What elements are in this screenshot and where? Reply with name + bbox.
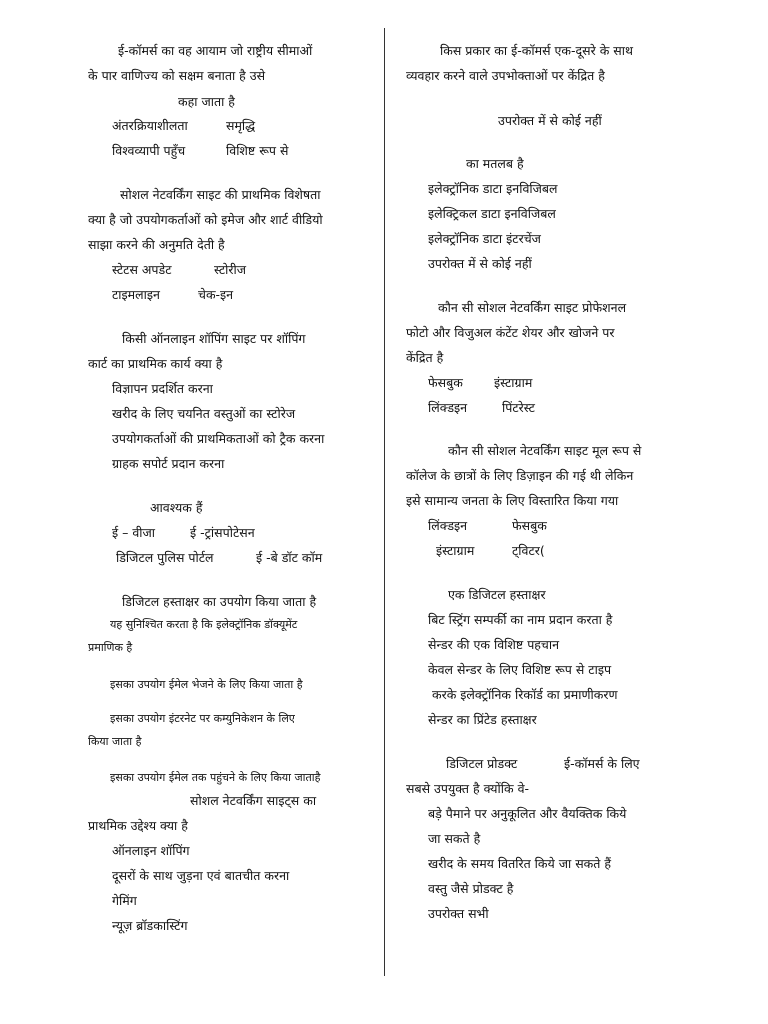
question-text: डिजिटल हस्ताक्षर का उपयोग किया जाता है (122, 594, 317, 609)
option-a: स्टेटस अपडेट (112, 262, 172, 277)
question-text: का मतलब है (466, 156, 524, 171)
option-c: विश्वव्यापी पहुँच (112, 143, 186, 158)
option-c-continued: किया जाता है (88, 735, 142, 748)
option-b: सेन्डर की एक विशिष्ट पहचान (428, 637, 560, 652)
option-a: अंतरक्रियाशीलता (112, 118, 188, 133)
option-c: इलेक्ट्रॉनिक डाटा इंटरचेंज (428, 231, 541, 246)
question-text: सोशल नेटवर्किंग साइट की प्राथमिक विशेषता (120, 187, 321, 202)
option-b: ई -ट्रांसपोटेसन (190, 525, 255, 540)
option-b: इलेक्ट्रिकल डाटा इनविजिबल (428, 206, 556, 221)
option-d: सेन्डर का प्रिंटेड हस्ताक्षर (428, 712, 537, 727)
question-text: सोशल नेटवर्किंग साइट्स का (190, 793, 317, 808)
option-c: लिंक्डइन (428, 400, 468, 415)
question-text: कहा जाता है (178, 94, 235, 109)
option-a: लिंक्डइन (428, 518, 468, 533)
option-b: दूसरों के साथ जुड़ना एवं बातचीत करना (112, 868, 290, 883)
question-text: केंद्रित है (406, 350, 444, 365)
option-c: इसका उपयोग इंटरनेट पर कम्युनिकेशन के लिए (110, 712, 295, 725)
option-text: उपरोक्त में से कोई नहीं (498, 113, 602, 128)
option-a: ई – वीजा (112, 525, 156, 540)
option-b: फेसबुक (512, 518, 547, 533)
option-d: उपरोक्त सभी (428, 906, 489, 921)
option-d: ई -बे डॉट कॉम (256, 550, 323, 565)
question-text: प्राथमिक उद्देश्य क्या है (88, 818, 188, 833)
question-text: सबसे उपयुक्त है क्योंकि वे- (406, 781, 530, 796)
option-d: उपरोक्त में से कोई नहीं (428, 256, 532, 271)
question-text: आवश्यक हैं (150, 500, 203, 515)
question-text: कॉलेज के छात्रों के लिए डिज़ाइन की गई थी लेकिन (406, 468, 634, 483)
question-text: कौन सी सोशल नेटवर्किंग साइट मूल रूप से (448, 443, 642, 458)
option-a: ऑनलाइन शॉपिंग (112, 843, 190, 858)
option-b: समृद्धि (226, 118, 256, 133)
option-b: इसका उपयोग ईमेल भेजने के लिए किया जाता है (110, 678, 303, 691)
option-c: गेमिंग (112, 893, 137, 908)
option-a: इलेक्ट्रॉनिक डाटा इनविजिबल (428, 181, 558, 196)
option-d: पिंटरेस्ट (502, 400, 535, 415)
question-text: के पार वाणिज्य को सक्षम बनाता है उसे (88, 68, 266, 83)
option-a: बिट स्ट्रिंग सम्पर्की का नाम प्रदान करता है (428, 612, 613, 627)
option-d: चेक-इन (198, 287, 234, 302)
question-text: व्यवहार करने वाले उपभोक्ताओं पर केंद्रित है (406, 68, 605, 83)
option-b: स्टोरीज (214, 262, 247, 277)
option-c: इंस्टाग्राम (436, 543, 475, 558)
question-text: कौन सी सोशल नेटवर्किंग साइट प्रोफेशनल (438, 300, 627, 315)
question-text: किस प्रकार का ई-कॉमर्स एक-दूसरे के साथ (440, 43, 633, 58)
question-text: इसे सामान्य जनता के लिए विस्तारित किया गया (406, 493, 619, 508)
option-c: टाइमलाइन (112, 287, 160, 302)
option-a: फेसबुक (428, 375, 463, 390)
option-a-continued: जा सकते है (428, 831, 481, 846)
option-c: वस्तु जैसे प्रोडक्ट है (428, 881, 514, 896)
option-a: यह सुनिश्चित करता है कि इलेक्ट्रॉनिक डॉक्यूमेंट (110, 618, 298, 631)
column-divider (384, 28, 385, 976)
option-a-continued: प्रमाणिक है (88, 641, 133, 654)
option-b: इंस्टाग्राम (494, 375, 533, 390)
option-d: न्यूज़ ब्रॉडकास्टिंग (112, 918, 188, 933)
question-text: फोटो और विजुअल कंटेंट शेयर और खोजने पर (406, 325, 615, 340)
option-c: केवल सेन्डर के लिए विशिष्ट रूप से टाइप (428, 662, 612, 677)
question-text: किसी ऑनलाइन शॉपिंग साइट पर शॉपिंग (122, 331, 306, 346)
option-c-continued: करके इलेक्ट्रॉनिक रिकॉर्ड का प्रमाणीकरण (432, 687, 618, 702)
option-c: उपयोगकर्ताओं की प्राथमिकताओं को ट्रैक करना (112, 431, 325, 446)
option-d: ट्विटर( (512, 543, 545, 558)
option-b: खरीद के समय वितरित किये जा सकते हैं (428, 856, 612, 871)
question-text: कार्ट का प्राथमिक कार्य क्या है (88, 356, 223, 371)
option-d: विशिष्ट रूप से (226, 143, 289, 158)
question-text: डिजिटल प्रोडक्ट (446, 756, 518, 771)
question-text: एक डिजिटल हस्ताक्षर (448, 587, 546, 602)
option-a: बड़े पैमाने पर अनुकूलित और वैयक्तिक किये (428, 806, 627, 821)
option-c: डिजिटल पुलिस पोर्टल (116, 550, 214, 565)
question-text: साझा करने की अनुमति देती है (88, 237, 225, 252)
option-d: ग्राहक सपोर्ट प्रदान करना (112, 456, 225, 471)
question-text: ई-कॉमर्स के लिए (564, 756, 640, 771)
question-text: ई-कॉमर्स का वह आयाम जो राष्ट्रीय सीमाओं (118, 43, 313, 58)
question-text: क्या है जो उपयोगकर्ताओं को इमेज और शार्ट वीडियो (88, 212, 323, 227)
option-b: खरीद के लिए चयनित वस्तुओं का स्टोरेज (112, 406, 296, 421)
option-d: इसका उपयोग ईमेल तक पहुंचने के लिए किया जाताहै (110, 771, 321, 784)
option-a: विज्ञापन प्रदर्शित करना (112, 381, 213, 396)
